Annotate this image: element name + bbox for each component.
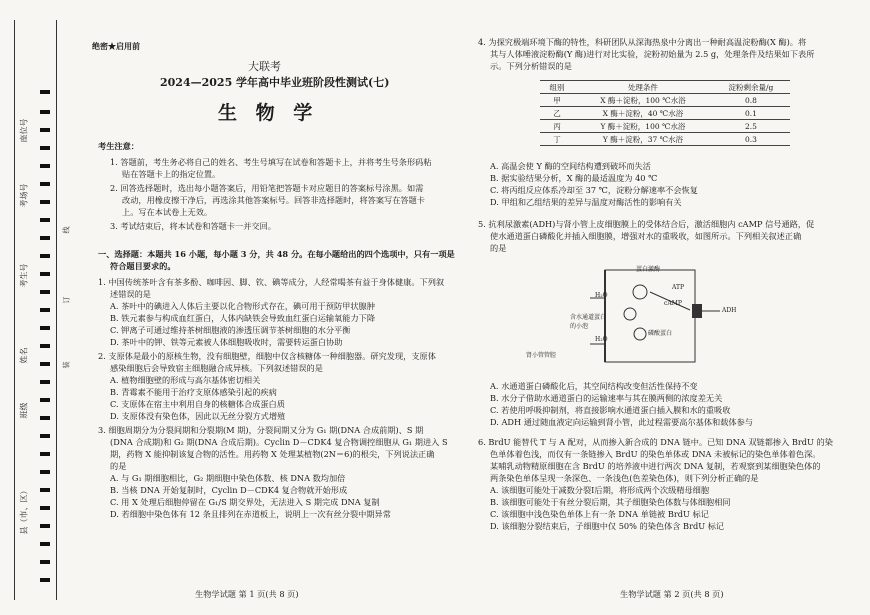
q-line: 色单体着色浅，而仅有一条链掺入 BrdU 的染色单体或 DNA 未被标记的染色单体着色深。: [490, 449, 821, 459]
q-line: 5. 抗利尿激素(ADH)与肾小管上皮细胞膜上的受体结合后，激活细胞内 cAMP 信号通路，促: [478, 219, 815, 229]
cut-bar: [40, 452, 50, 456]
footer-page-1: 生物学试题 第 1 页(共 8 页): [195, 589, 299, 599]
option-a: A. 水通道蛋白磷酸化后，其空间结构改变但活性保持不变: [490, 381, 698, 391]
field-county: 县（市、区）: [19, 486, 29, 535]
cut-bar: [40, 542, 50, 546]
label-h2o-top: H₂O: [595, 292, 608, 299]
table-row: [540, 133, 790, 146]
enzyme-table: [540, 80, 790, 146]
cut-bar: [40, 218, 50, 222]
option-c: C. 用 X 处理后细胞停留在 G₁/S 期交界处，无法进入 S 期完成 DNA 复制: [110, 497, 380, 507]
q-line: 的是: [110, 461, 127, 471]
cut-bar: [40, 524, 50, 528]
notice-title: 考生注意：: [98, 141, 139, 151]
table-cell: Y 酶＋淀粉，37 ℃水浴: [574, 133, 712, 146]
footer-page-2: 生物学试题 第 2 页(共 8 页): [620, 589, 724, 599]
q-line: 3. 细胞周期分为分裂间期和分裂期(M 期)，分裂间期又分为 G₁ 期(DNA 合成前期)、S 期: [98, 425, 424, 435]
cut-bar: [40, 254, 50, 258]
question-5: [478, 218, 814, 254]
question-5-options: [490, 380, 753, 428]
option-d: D. 甲组和乙组结果的差异与温度对酶活性的影响有关: [490, 197, 682, 207]
notice-line: 上。写在本试卷上无效。: [122, 207, 213, 217]
table-row: [540, 94, 790, 107]
table-cell: 0.8: [712, 94, 790, 107]
cut-bar: [40, 416, 50, 420]
exam-title: 2024—2025 学年高中毕业班阶段性测试(七): [160, 76, 390, 89]
question-1: [98, 276, 444, 348]
table-cell: 0.1: [712, 107, 790, 120]
cut-bar: [40, 236, 50, 240]
option-d: D. ADH 通过随血液定向运输到肾小管，此过程需要高尔基体和载体参与: [490, 417, 753, 427]
option-b: B. 水分子借助水通道蛋白的运输速率与其在膜两侧的浓度差无关: [490, 393, 723, 403]
question-2: [98, 350, 436, 422]
label-camp: cAMP: [664, 300, 682, 307]
option-b: B. 铁元素参与构成血红蛋白，人体内缺铁会导致血红蛋白运输氧能力下降: [110, 313, 376, 323]
table-row: [540, 120, 790, 133]
field-candidate-number: 考生号: [19, 263, 29, 288]
cut-bar: [40, 182, 50, 186]
label-lumen: 肾小管管腔: [526, 352, 557, 359]
cut-mark-bind: 订: [62, 296, 71, 304]
option-b: B. 该细胞可能处于有丝分裂后期，其子细胞染色体数与体细胞相同: [490, 497, 731, 507]
cut-bar: [40, 344, 50, 348]
option-d: D. 该细胞分裂结束后，子细胞中仅 50% 的染色体含 BrdU 标记: [490, 521, 725, 531]
field-class: 班级: [19, 402, 29, 419]
section-title: 一、选择题：本题共 16 小题，每小题 3 分，共 48 分。在每小题给出的四个选项中，只有一项是: [98, 249, 455, 259]
field-seat-number: 座位号: [19, 118, 29, 143]
q-line: 2. 支原体是最小的原核生物，没有细胞壁，细胞中仅含核糖体一种细胞器。研究发现，支原体: [98, 351, 436, 361]
cut-bar: [40, 560, 50, 564]
table-cell: X 酶＋淀粉，40 ℃水浴: [574, 107, 712, 120]
cut-bar: [40, 146, 50, 150]
option-c: C. 支原体在宿主中利用自身的核糖体合成蛋白质: [110, 399, 285, 409]
table-row: [540, 107, 790, 120]
option-b: B. 当核 DNA 开始复制时，Cyclin D－CDK4 复合物就开始形成: [110, 485, 348, 495]
section-title-cont: 符合题目要求的。: [110, 261, 176, 271]
exam-series: 大联考: [248, 60, 281, 73]
option-d: D. 茶叶中的钾、铁等元素被人体细胞吸收时，需要转运蛋白协助: [110, 337, 343, 347]
protein-kinase-shape: [633, 285, 647, 299]
phospho-protein-shape: [634, 328, 646, 340]
cut-bar: [40, 326, 50, 330]
q-line: (DNA 合成期)和 G₂ 期(DNA 合成后期)。Cyclin D－CDK4 复合物调控细胞从 G₁ 期进入 S: [110, 437, 448, 447]
table-cell: 2.5: [712, 120, 790, 133]
table-cell: 丁: [540, 133, 574, 146]
notice-line: 贴在答题卡上的指定位置。: [122, 169, 221, 179]
strip-border-line: [14, 20, 15, 600]
label-h2o-bottom: H₂O: [595, 336, 608, 343]
table-header: 组别: [540, 81, 574, 94]
question-3: [98, 424, 448, 520]
table-cell: 甲: [540, 94, 574, 107]
cut-bar: [40, 398, 50, 402]
q-line: 1. 中国传统茶叶含有茶多酚、咖啡因、脚、钦、碘等成分，人经常喝茶有益于身体健康。下列叙: [98, 277, 445, 287]
cut-mark-install: 装: [62, 361, 71, 369]
label-phospho: 磷酸蛋白: [648, 330, 673, 337]
q-line: 6. BrdU 能替代 T 与 A 配对，从而掺入新合成的 DNA 链中。已知 DNA 双链都掺入 BrdU 的染: [478, 437, 833, 447]
field-exam-room: 考场号: [19, 183, 29, 208]
cut-bar: [40, 290, 50, 294]
secret-label: 绝密★启用前: [92, 41, 140, 51]
q-line: 示。下列分析错误的是: [490, 61, 572, 71]
cut-bar: [40, 470, 50, 474]
cut-bar: [40, 362, 50, 366]
question-4: [478, 36, 814, 72]
cut-bar: [40, 308, 50, 312]
table-cell: X 酶＋淀粉，100 ℃水浴: [574, 94, 712, 107]
option-b: B. 青霉素不能用于治疗支原体感染引起的疾病: [110, 387, 277, 397]
option-a: A. 植物细胞壁的形成与高尔基体密切相关: [110, 375, 261, 385]
cut-bar: [40, 380, 50, 384]
option-d: D. 支原体没有染色体，因此以无丝分裂方式增殖: [110, 411, 286, 421]
table-header-row: [540, 81, 790, 94]
binding-strip: [0, 0, 71, 615]
table-cell: 丙: [540, 120, 574, 133]
q-line: 期，药物 X 能抑制该复合物的活性。用药物 X 处理某植物(2N＝6)的根尖，下列说法正确: [110, 449, 435, 459]
notice-line: 3. 考试结束后，将本试卷和答题卡一并交回。: [110, 221, 276, 231]
table-header: 处理条件: [574, 81, 712, 94]
q-line: 某哺乳动物精原细胞在含 BrdU 的培养液中进行两次 DNA 复制，若观察到某细胞染色体的: [490, 461, 821, 471]
label-protein-kinase: 蛋白激酶: [636, 266, 661, 273]
field-name: 姓名: [19, 347, 29, 364]
q-line: 感染细胞后会导致宿主细胞融合成异核。下列叙述错误的是: [110, 363, 323, 373]
option-a: A. 与 G₁ 期细胞相比，G₂ 期细胞中染色体数、核 DNA 数均加倍: [110, 473, 346, 483]
subject-title: 生 物 学: [218, 102, 319, 124]
label-atp: ATP: [672, 284, 685, 291]
q-line: 4. 为探究极端环境下酶的特性，科研团队从深海热泉中分离出一种耐高温淀粉酶(X 酶)。将: [478, 37, 807, 47]
question-6: [478, 436, 833, 532]
option-c: C. 钾离子可通过维持茶树细胞液的渗透压调节茶树细胞的水分平衡: [110, 325, 351, 335]
option-c: C. 将丙组反应体系冷却至 37 ℃，淀粉分解速率不会恢复: [490, 185, 698, 195]
option-a: A. 茶叶中的碘进入人体后主要以化合物形式存在，碘可用于预防甲状腺肿: [110, 301, 375, 311]
q-line: 其与人体唾液淀粉酶(Y 酶)进行对比实验，淀粉初始量为 2.5 g，处理条件及结果如下表所: [490, 49, 815, 59]
table-cell: Y 酶＋淀粉，100 ℃水浴: [574, 120, 712, 133]
option-c: C. 该细胞中浅色染色单体上有一条 DNA 单链被 BrdU 标记: [490, 509, 709, 519]
q-line: 两条染色单体呈现一条深色、一条浅色(色差染色体)，则下列分析正确的是: [490, 473, 759, 483]
cut-bar: [40, 200, 50, 204]
table-cell: 乙: [540, 107, 574, 120]
notice-line: 改动，用橡皮擦干净后，再选涂其他答案标号。回答非选择题时，将答案写在答题卡: [122, 195, 425, 205]
receptor-shape: [692, 304, 702, 318]
option-b: B. 据实验结果分析，X 酶的最适温度为 40 ℃: [490, 173, 658, 183]
question-4-options: [490, 160, 698, 208]
cut-bar: [40, 128, 50, 132]
table-header: 淀粉剩余量/g: [712, 81, 790, 94]
adh-diagram: [526, 262, 760, 370]
cut-bar: [40, 272, 50, 276]
q-line: 的是: [490, 243, 507, 253]
label-vesicle: 含水通道蛋白的小泡: [570, 314, 607, 330]
strip-border-line-inner: [56, 20, 57, 600]
cut-mark-line: 线: [62, 226, 71, 234]
notice-line: 2. 回答选择题时，选出每小题答案后，用铅笔把答题卡对应题目的答案标号涂黑。如需: [110, 183, 424, 193]
cut-bar: [40, 90, 50, 94]
cut-bar: [40, 110, 50, 114]
label-adh: ADH: [722, 307, 737, 314]
table-cell: 0.3: [712, 133, 790, 146]
cut-bar: [40, 488, 50, 492]
option-a: A. 该细胞可能处于减数分裂Ⅰ后期，将形成两个次级精母细胞: [490, 485, 710, 495]
option-c: C. 若使用呼吸抑制剂，将直接影响水通道蛋白插入膜和水的重吸收: [490, 405, 731, 415]
notice-line: 1. 答题前，考生务必将自己的姓名、考生号填写在试卷和答题卡上，并将考生号条形码粘: [110, 157, 432, 167]
option-d: D. 若细胞中染色体有 12 条且排列在赤道板上，说明上一次有丝分裂中期异常: [110, 509, 391, 519]
cut-bar: [40, 578, 50, 582]
q-line: 使水通道蛋白磷酸化并插入细胞膜，增强对水的重吸收，如图所示。下列相关叙述正确: [490, 231, 802, 241]
q-line: 述错误的是: [110, 289, 151, 299]
vesicle-shape: [624, 308, 636, 320]
cut-bar: [40, 164, 50, 168]
option-a: A. 高温会使 Y 酶的空间结构遭到破坏而失活: [490, 161, 651, 171]
cut-bar: [40, 506, 50, 510]
cut-bar: [40, 434, 50, 438]
